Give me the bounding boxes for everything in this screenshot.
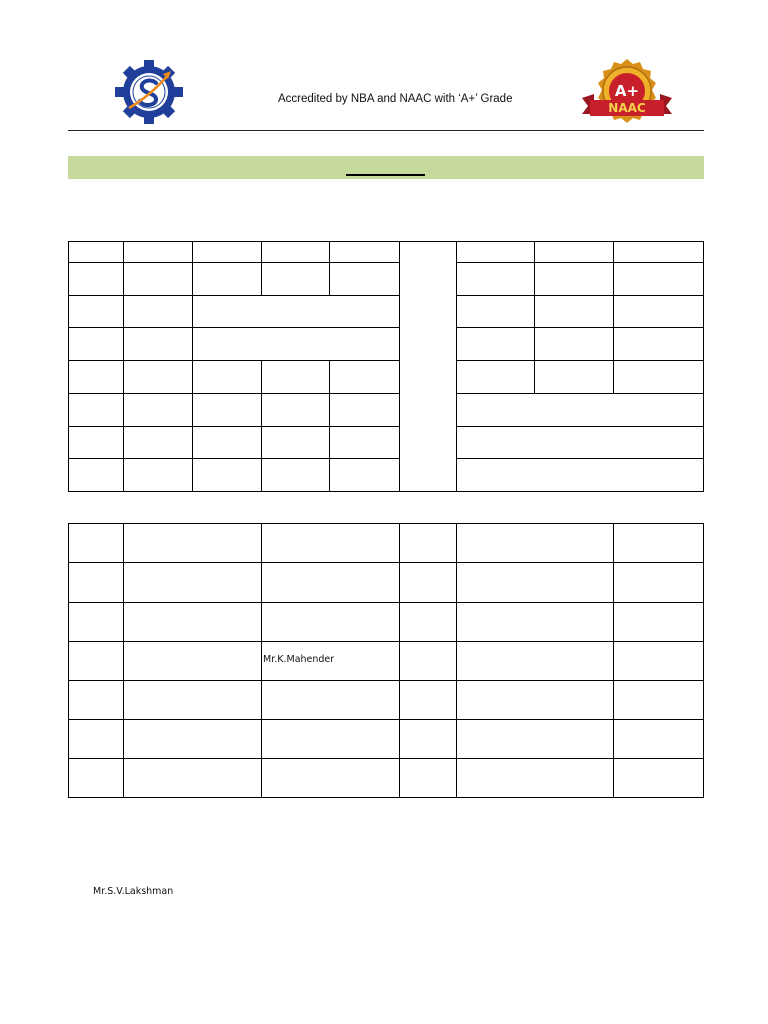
naac-label-text: NAAC <box>608 101 646 115</box>
accreditation-text: Accredited by NBA and NAAC with ‘A+’ Grade <box>278 93 513 105</box>
coordinator-signature-name: Mr.S.V.Lakshman <box>93 886 174 897</box>
faculty-table <box>68 523 704 798</box>
timetable-border <box>69 242 704 492</box>
faculty-name-cell: Mr.K.Mahender <box>263 654 335 665</box>
naac-grade-text: A+ <box>614 82 640 100</box>
